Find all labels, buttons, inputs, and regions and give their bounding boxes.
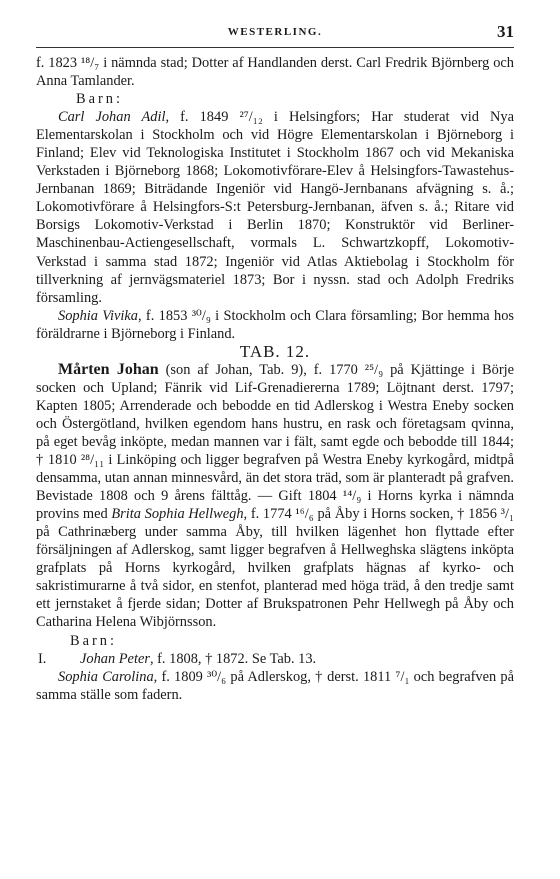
child-name: Carl Johan Adil bbox=[58, 109, 166, 126]
child-entry bbox=[36, 650, 514, 668]
child-text: , f. 1853 ³⁰/₉ i Stockholm och Clara församling; Bor hemma hos föräldrarne i Björneborg i Finland. bbox=[36, 307, 514, 342]
child-entry bbox=[36, 108, 514, 307]
child-text: , f. 1809 ³⁰/₆ på Adlerskog, † derst. 1811 ⁷/₁ och begrafven på samma ställe som fadern. bbox=[36, 668, 515, 703]
child-name: Sophia Vivika bbox=[58, 307, 138, 324]
child-entry bbox=[36, 668, 514, 704]
page-number: 31 bbox=[497, 22, 514, 41]
children-heading: Barn: bbox=[76, 91, 123, 108]
spouse-name: Brita Sophia Hellwegh bbox=[111, 506, 244, 523]
child-name: Johan Peter bbox=[80, 650, 150, 667]
table-heading: TAB. 12. bbox=[239, 341, 311, 361]
continuation-paragraph: f. 1823 ¹⁸/₇ i nämnda stad; Dotter af Handlanden derst. Carl Fredrik Björnberg och Anna Tamlander. bbox=[36, 55, 514, 90]
page-body bbox=[36, 54, 514, 704]
main-entry-paragraph bbox=[36, 361, 514, 632]
page-header bbox=[36, 22, 514, 44]
child-text: , f. 1849 ²⁷/₁₂ i Helsingfors; Har studerat vid Nya Elementarskolan i Stockholm och vid Högre Elementarskolan i Björneborg i Finland; Elev vid Teknologiska Institutet i Stockholm 1867 och vid Mekaniska Verkstaden i Björneborg 1868; Lokomotivförare-Elev å Helsingfors-Tawastehus-Jernbanan 1869; Biträdande Ingeniör vid Hangö-Jernbanans afvägning s. å.; Lokomotivförare å Helsingfors-S:t Petersburg-Jernbanan, äfven s. å.; Ritare vid Borsigs Lokomotiv-Verkstad i Berlin 1870; Konstruktör vid Berliner-Maschinenbau-Actiengesellschaft, vormals L. Schwartzkopff, Lokomotiv-Verkstad i samma stad 1872; Ingeniör vid Atlas Aktiebolag i Stockholm för tillverkning af jernvägsmateriel 1873; Bor i nyssn. stad och Adolph Fredriks församling. bbox=[36, 109, 514, 306]
child-text: , f. 1808, † 1872. Se Tab. 13. bbox=[149, 650, 317, 667]
entry-text: (son af Johan, Tab. 9), f. 1770 ²⁵/₉ på Kjättinge i Börje socken och Upland; Fänrik vid Lif-Grenadiererna 1789; Löjtnant derst. 1797; Kapten 1805; Arrenderade och bebodde en tid Adlerskog i Westra Eneby socken och Östergötland, hvilken egendom hans hustru, en rask och företagsam qvinna, på eget bevåg inköpte, medan mannen var i fält, samt egde och bebodde till 1844; † 1810 ²⁸/₁₁ i Linköping och ligger begrafven på Westra Eneby kyrkogård, midtpå densamma, utan annan minnesvård, än det stora träd, som är planteradt på grafven. Bevistade 1808 och 9 årens fälttåg. — Gift 1804 ¹⁴/₉ i Horns kyrka i nämnda provins med bbox=[36, 361, 514, 523]
child-name: Sophia Carolina bbox=[58, 668, 154, 685]
entry-text-continued: , f. 1774 ¹⁶/₆ på Åby i Horns socken, † 1856 ³/₁ på Cathrinæberg under samma Åby, till hvilken lägenhet hon flyttade efter försäljningen af Adlerskog, samt ligger begrafven å Hellweghska slägtens inköpta grafplats på Horns kyrkogård, hvilken grafplats hägnas af kyrko- och sakristimurarne å två sidor, en stenfot, planterad med höga träd, å den tredje samt ett jernstaket å fjerde sidan; Dotter af Brukspatronen Pehr Hellwegh på Åby och Catharina Helena Wibjörnsson. bbox=[36, 506, 514, 631]
header-rule bbox=[36, 47, 514, 48]
running-head: WESTERLING. bbox=[227, 26, 323, 38]
person-name: Mårten Johan bbox=[58, 360, 159, 378]
children-heading: Barn: bbox=[70, 632, 117, 649]
roman-numeral: I. bbox=[38, 650, 47, 667]
child-entry bbox=[36, 307, 514, 343]
